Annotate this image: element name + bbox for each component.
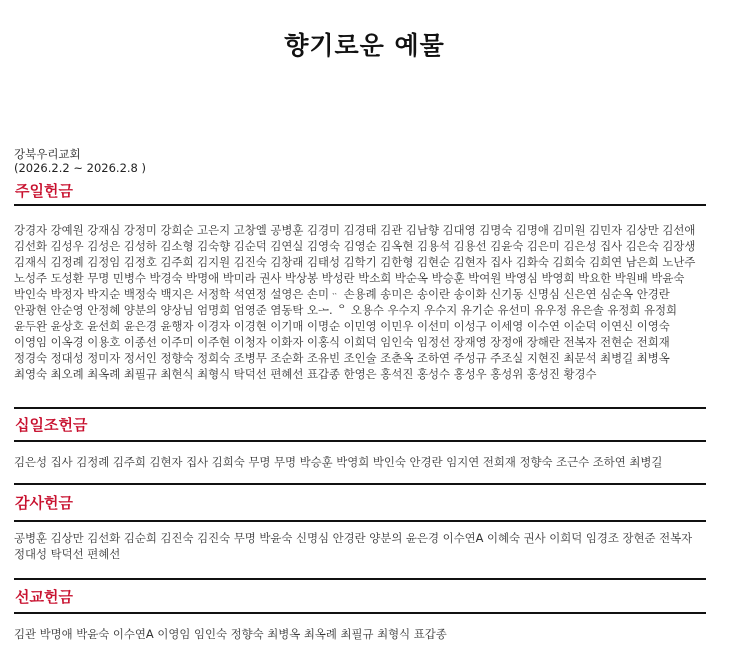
section-heading: 주일헌금 <box>15 182 73 200</box>
section-mission-offering <box>14 588 706 642</box>
section-heading: 감사헌금 <box>15 494 73 512</box>
page-title: 향기로운 예물 <box>284 31 445 60</box>
section-tithe-offering <box>14 416 706 470</box>
section-heading: 선교헌금 <box>15 588 73 606</box>
church-name: 강북우리교회 <box>14 147 81 161</box>
section-sunday-offering <box>14 182 706 382</box>
donor-names: 공병훈 김상만 김선화 김순희 김진숙 김진숙 무명 박윤숙 신명심 안경란 양분의 윤은경 이수연A 이혜숙 권사 이희덕 임경조 장현준 전복자 정대성 탁덕선 편혜선 <box>14 531 693 561</box>
offering-period: (2026.2.2 ~ 2026.2.8 ) <box>14 161 146 175</box>
section-divider <box>14 440 706 442</box>
section-divider <box>14 204 706 206</box>
donor-names: 김관 박명애 박윤숙 이수연A 이영임 임인숙 정향숙 최병옥 최옥례 최필규 최형식 표갑종 <box>14 627 447 641</box>
section-divider <box>14 483 706 485</box>
section-heading: 십일조헌금 <box>15 416 88 434</box>
donor-names: 강경자 강예원 강재심 강정미 강희순 고은지 고창엘 공병훈 김경미 김경태 김관 김남향 김대영 김명숙 김명애 김미원 김민자 김상만 김선애 김선화 김성우 김성은 김성하 김소형 김숙향 김순덕 김연실 김영숙 김영순 김옥현 김용석 김용선 김윤숙 김은미 김은성 집사 김은숙 김장생 김재식 김정례 김정임 김정호 김주희 김지원 김진숙 김창래 김태성 김학기 김한형 김현순 김현자 집사 김화숙 김희숙 김희연 남은희 노난주 노성주 도성환 무명 민병수 박경숙 박명애 박미라 권사 박상봉 박성란 박소희 박순옥 박승훈 박여원 박영심 박영희 박요한 박원배 박윤숙 박인숙 박정자 박지순 백정숙 백지은 서정학 석연정 설영은 손미ᆢ 손용례 송미은 송이란 송이화 신기동 신명심 신은연 심순옥 안경란 안광현 안순영 안정혜 양분의 양상님 엄명희 엄영준 염동탁 오ᅩ. ᄋ 오용수 우수지 우수지 유기순 유선미 유우정 유은솔 유정희 유정희 윤두완 윤상호 윤선희 윤은경 윤행자 이경자 이경현 이기매 이명순 이민영 이민우 이선미 이성구 이세영 이수연 이순덕 이연신 이영숙 이영임 이옥경 이용호 이종선 이주미 이주현 이청자 이화자 이홍식 이희덕 임인숙 임정선 장재영 장정애 장해란 전복자 전현순 전희재 정경숙 정대성 정미자 정서인 정향숙 정희숙 조병무 조순화 조유빈 조인술 조춘옥 조하연 주성규 주조실 지현진 최문석 최병길 최병옥 최영숙 최오례 최옥례 최필규 최현식 최형식 탁덕선 편혜선 표갑종 한영은 홍석진 홍성수 홍성우 홍성위 홍성진 황경수 <box>14 223 696 381</box>
church-info <box>14 147 146 175</box>
section-divider <box>14 578 706 580</box>
section-divider <box>14 407 706 409</box>
donor-names: 김은성 집사 김정례 김주희 김현자 집사 김희숙 무명 무명 박승훈 박영희 박인숙 안경란 임지연 전희재 정향숙 조근수 조하연 최병길 <box>14 455 663 469</box>
section-divider <box>14 520 706 522</box>
section-divider <box>14 612 706 614</box>
section-thanksgiving-offering <box>14 494 706 562</box>
